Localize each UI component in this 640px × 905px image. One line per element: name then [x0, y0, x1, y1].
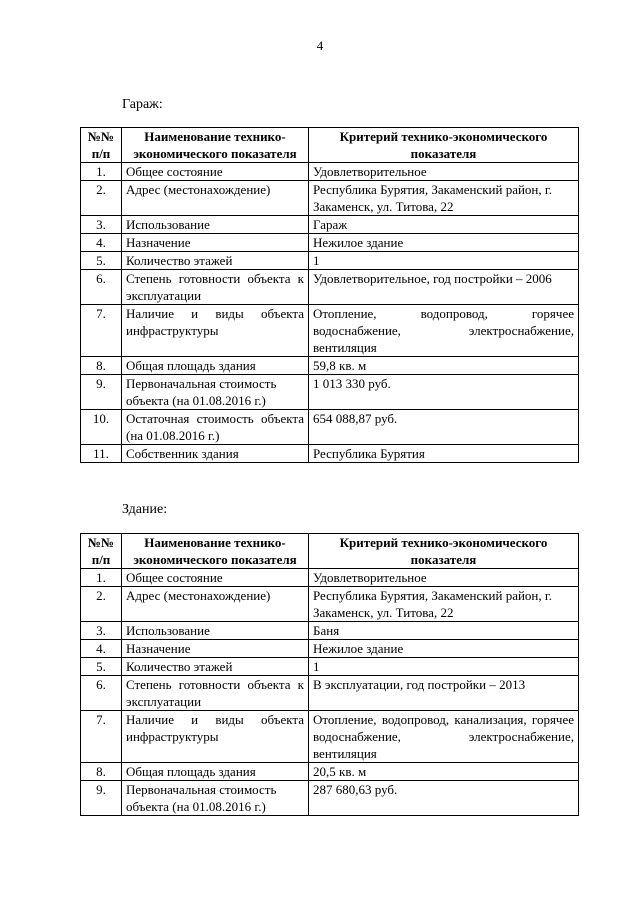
row-value: Отопление, водопровод, горячее водоснабжение, электроснабжение, вентиляция [309, 305, 579, 357]
table-row [81, 781, 579, 816]
header-num: №№ п/п [81, 534, 122, 569]
row-num: 4. [81, 640, 122, 658]
row-value: 1 013 330 руб. [309, 375, 579, 410]
row-name: Количество этажей [122, 252, 309, 270]
row-value: 20,5 кв. м [309, 763, 579, 781]
row-value: Республика Бурятия, Закаменский район, г. Закаменск, ул. Титова, 22 [309, 181, 579, 216]
row-name: Общая площадь здания [122, 357, 309, 375]
row-num: 5. [81, 252, 122, 270]
row-name: Собственник здания [122, 445, 309, 463]
row-value: 654 088,87 руб. [309, 410, 579, 445]
row-name: Остаточная стоимость объекта (на 01.08.2016 г.) [122, 410, 309, 445]
row-name: Наличие и виды объекта инфраструктуры [122, 711, 309, 763]
table-row [81, 375, 579, 410]
garage-table [80, 127, 579, 463]
row-value: В эксплуатации, год постройки – 2013 [309, 676, 579, 711]
row-num: 2. [81, 587, 122, 622]
row-name: Общее состояние [122, 163, 309, 181]
header-criterion: Критерий технико-экономического показателя [309, 534, 579, 569]
table-row [81, 216, 579, 234]
table-row [81, 622, 579, 640]
table-row [81, 587, 579, 622]
header-num: №№ п/п [81, 128, 122, 163]
table-header-row [81, 534, 579, 569]
row-num: 10. [81, 410, 122, 445]
row-num: 1. [81, 569, 122, 587]
row-name: Назначение [122, 234, 309, 252]
row-value: Удовлетворительное [309, 163, 579, 181]
row-name: Адрес (местонахождение) [122, 181, 309, 216]
row-value: 287 680,63 руб. [309, 781, 579, 816]
row-value: Баня [309, 622, 579, 640]
table-row [81, 445, 579, 463]
row-value: Республика Бурятия, Закаменский район, г. Закаменск, ул. Титова, 22 [309, 587, 579, 622]
row-name: Общая площадь здания [122, 763, 309, 781]
row-name: Назначение [122, 640, 309, 658]
row-num: 8. [81, 763, 122, 781]
table-row [81, 234, 579, 252]
table-row [81, 357, 579, 375]
row-value: Нежилое здание [309, 640, 579, 658]
table-row [81, 305, 579, 357]
row-value: 1 [309, 252, 579, 270]
table-row [81, 569, 579, 587]
table-row [81, 640, 579, 658]
row-name: Количество этажей [122, 658, 309, 676]
table-header-row [81, 128, 579, 163]
row-num: 8. [81, 357, 122, 375]
header-name: Наименование технико-экономического показателя [122, 128, 309, 163]
section-label-garage: Гараж: [122, 97, 163, 112]
row-value: Удовлетворительное, год постройки – 2006 [309, 270, 579, 305]
row-num: 1. [81, 163, 122, 181]
row-num: 11. [81, 445, 122, 463]
row-num: 3. [81, 216, 122, 234]
table-row [81, 181, 579, 216]
table-row [81, 658, 579, 676]
row-value: Нежилое здание [309, 234, 579, 252]
row-value: Гараж [309, 216, 579, 234]
row-value: 1 [309, 658, 579, 676]
row-name: Общее состояние [122, 569, 309, 587]
table-row [81, 763, 579, 781]
row-num: 4. [81, 234, 122, 252]
table-row [81, 163, 579, 181]
row-value: 59,8 кв. м [309, 357, 579, 375]
row-name: Первоначальная стоимость объекта (на 01.08.2016 г.) [122, 375, 309, 410]
row-num: 2. [81, 181, 122, 216]
row-value: Отопление, водопровод, канализация, горячее водоснабжение, электроснабжение, вентиляция [309, 711, 579, 763]
row-name: Степень готовности объекта к эксплуатации [122, 270, 309, 305]
header-criterion: Критерий технико-экономического показателя [309, 128, 579, 163]
row-name: Адрес (местонахождение) [122, 587, 309, 622]
row-name: Наличие и виды объекта инфраструктуры [122, 305, 309, 357]
row-num: 6. [81, 676, 122, 711]
row-num: 9. [81, 375, 122, 410]
row-name: Степень готовности объекта к эксплуатации [122, 676, 309, 711]
row-name: Использование [122, 622, 309, 640]
row-num: 7. [81, 711, 122, 763]
row-num: 5. [81, 658, 122, 676]
page-number: 4 [316, 38, 324, 53]
header-name: Наименование технико-экономического показателя [122, 534, 309, 569]
row-name: Первоначальная стоимость объекта (на 01.08.2016 г.) [122, 781, 309, 816]
row-value: Республика Бурятия [309, 445, 579, 463]
table-row [81, 676, 579, 711]
row-value: Удовлетворительное [309, 569, 579, 587]
row-num: 6. [81, 270, 122, 305]
table-row [81, 252, 579, 270]
building-table [80, 533, 579, 816]
table-row [81, 270, 579, 305]
section-label-building: Здание: [122, 502, 168, 517]
row-num: 9. [81, 781, 122, 816]
row-num: 3. [81, 622, 122, 640]
table-row [81, 410, 579, 445]
row-num: 7. [81, 305, 122, 357]
table-row [81, 711, 579, 763]
row-name: Использование [122, 216, 309, 234]
